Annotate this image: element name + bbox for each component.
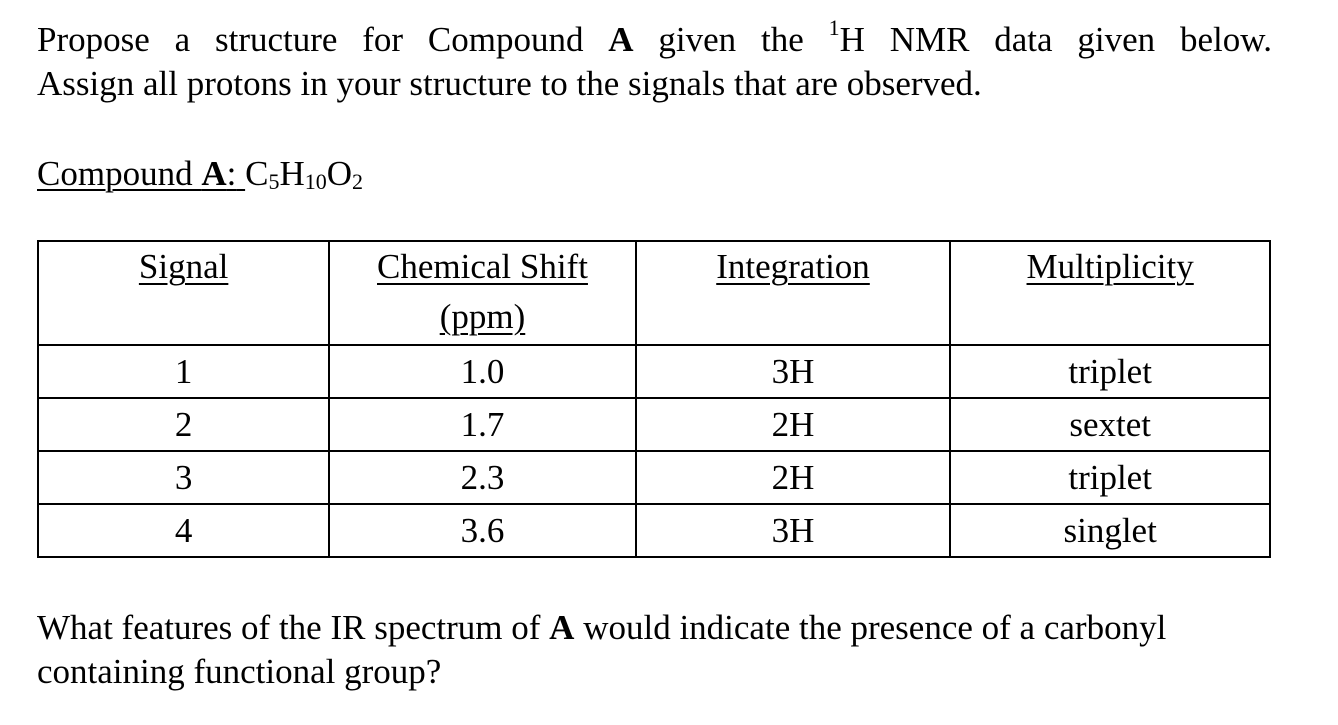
cell-signal: 1 (38, 345, 329, 398)
compound-formula-line (37, 152, 363, 196)
cell-shift: 3.6 (329, 504, 635, 557)
table-row (38, 451, 1270, 504)
header-multiplicity-label: Multiplicity (1026, 247, 1194, 286)
molecular-formula (245, 154, 363, 193)
cell-shift: 2.3 (329, 451, 635, 504)
header-shift-label: Chemical Shift (377, 247, 588, 286)
problem-text: given the (633, 20, 829, 59)
header-multiplicity (950, 241, 1270, 345)
question-text: would indicate the presence of a carbonyl containing functional group? (37, 608, 1167, 691)
cell-multiplicity: triplet (950, 451, 1270, 504)
question-compound-bold: A (549, 608, 575, 647)
table-header-row (38, 241, 1270, 345)
header-chemical-shift (329, 241, 635, 345)
cell-shift: 1.7 (329, 398, 635, 451)
formula-element: C (245, 154, 269, 193)
cell-integration: 3H (636, 504, 951, 557)
cell-multiplicity: sextet (950, 398, 1270, 451)
problem-line-1 (37, 15, 1272, 62)
table-row (38, 504, 1270, 557)
cell-signal: 4 (38, 504, 329, 557)
cell-multiplicity: singlet (950, 504, 1270, 557)
formula-subscript: 5 (268, 169, 280, 194)
formula-element: O (326, 154, 353, 193)
formula-element: H (279, 154, 305, 193)
question-text: What features of the IR spectrum of (37, 608, 550, 647)
table-row (38, 398, 1270, 451)
compound-heading-colon: : (226, 154, 237, 193)
ir-question (37, 606, 1277, 694)
header-signal-label: Signal (138, 247, 229, 286)
compound-heading-bold: A (201, 154, 227, 193)
formula-subscript: 2 (352, 169, 364, 194)
problem-text: Propose a structure for Compound (37, 20, 609, 59)
problem-text: H NMR data given below. (839, 20, 1272, 59)
cell-integration: 2H (636, 451, 951, 504)
cell-multiplicity: triplet (950, 345, 1270, 398)
cell-integration: 2H (636, 398, 951, 451)
problem-statement (37, 15, 1272, 106)
header-integration-label: Integration (716, 247, 870, 286)
cell-signal: 2 (38, 398, 329, 451)
compound-label-bold: A (608, 20, 634, 59)
formula-subscript: 10 (304, 169, 327, 194)
header-signal (38, 241, 329, 345)
problem-line-2: Assign all protons in your structure to the signals that are observed. (37, 64, 982, 103)
cell-integration: 3H (636, 345, 951, 398)
table-row (38, 345, 1270, 398)
cell-signal: 3 (38, 451, 329, 504)
header-integration (636, 241, 951, 345)
compound-heading-text: Compound (37, 154, 202, 193)
nmr-data-table (37, 240, 1271, 558)
cell-shift: 1.0 (329, 345, 635, 398)
compound-heading (37, 154, 245, 193)
isotope-superscript: 1 (828, 15, 840, 40)
header-shift-unit: (ppm) (439, 297, 526, 336)
